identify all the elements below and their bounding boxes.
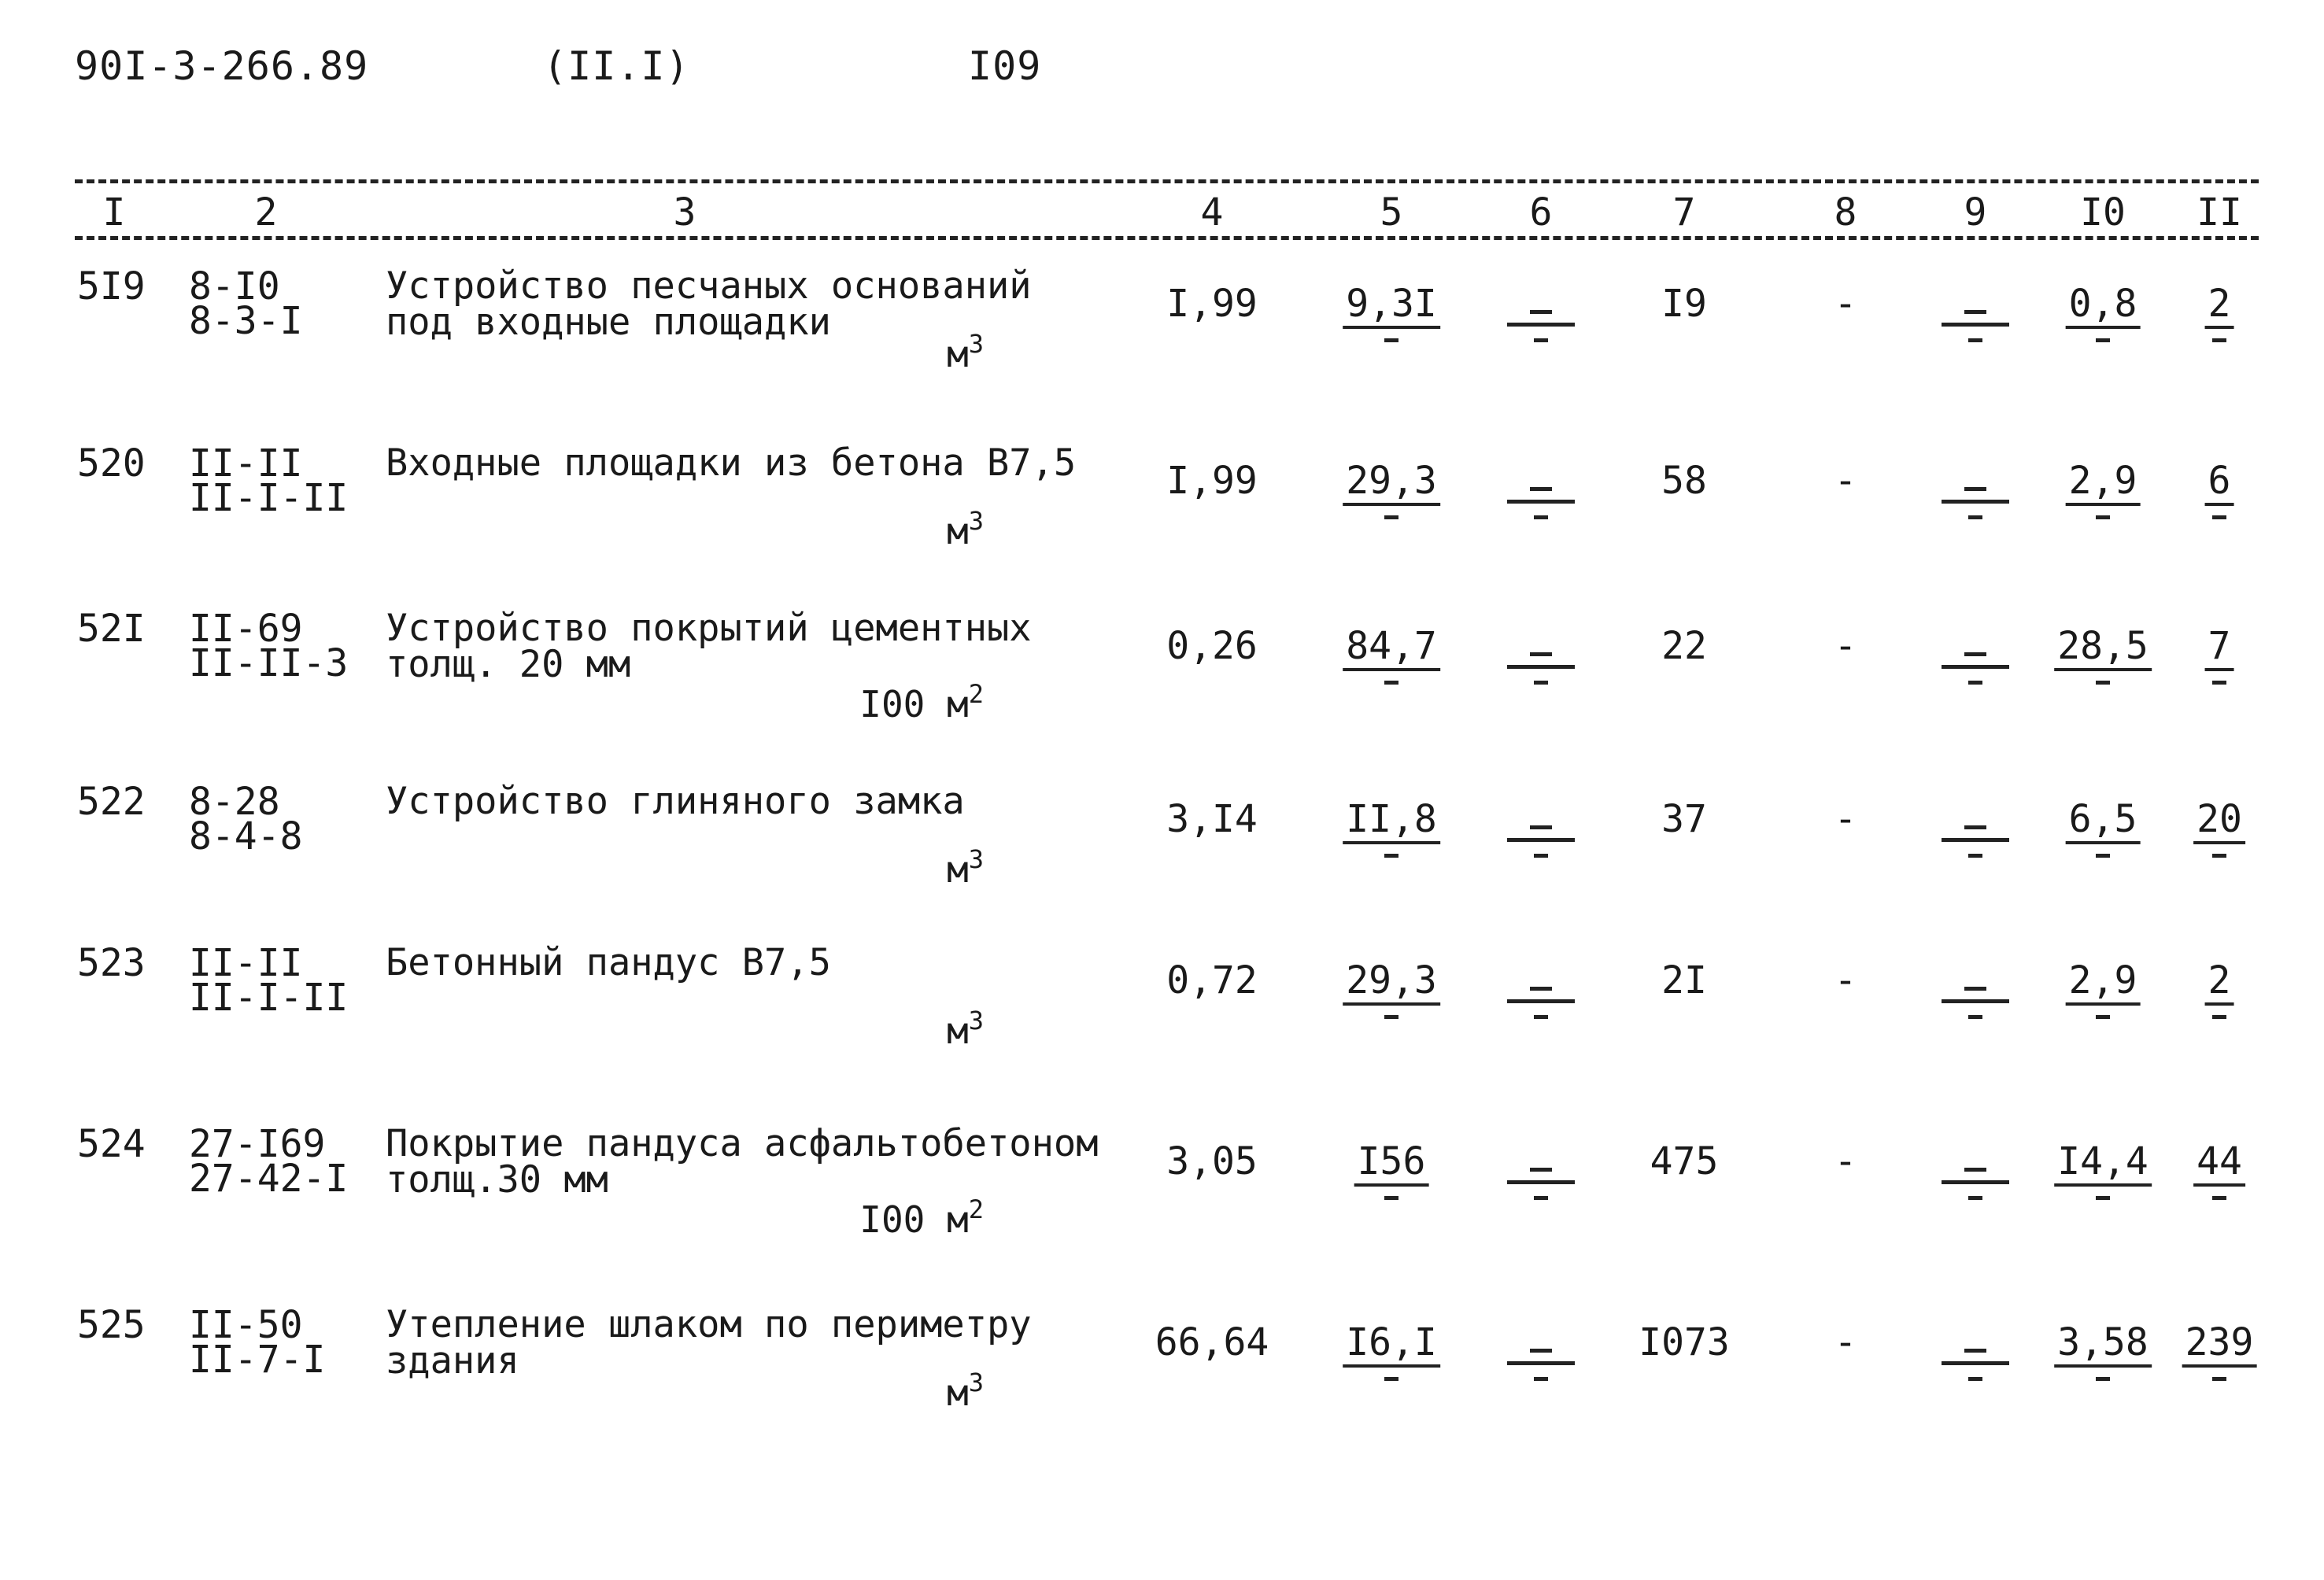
labor-total-value: 2 xyxy=(2205,285,2234,329)
col9-fraction-bar xyxy=(1942,500,2009,504)
col6-top-dash xyxy=(1530,1168,1552,1172)
col6-bottom-dash xyxy=(1534,854,1548,858)
unit-exponent: 3 xyxy=(968,844,984,874)
col6-top-dash xyxy=(1530,1349,1552,1353)
col8-value: - xyxy=(1834,958,1857,1002)
quantity-value: 0,26 xyxy=(1166,624,1258,668)
work-description-line-1: Устройство покрытий цементных xyxy=(386,607,1032,650)
unit-of-measure xyxy=(947,329,984,375)
quantity-value: I,99 xyxy=(1166,282,1258,326)
col9-fraction-bar xyxy=(1942,838,2009,842)
column-number-10: I0 xyxy=(2080,190,2126,234)
header-top-rule xyxy=(75,179,2259,183)
col8-value: - xyxy=(1834,797,1857,841)
norm-code-secondary: 8-4-8 xyxy=(189,814,303,858)
work-description-line-1: Бетонный пандус В7,5 xyxy=(386,941,831,984)
unit-cost-sub-dash xyxy=(1384,1015,1398,1019)
unit-cost-value: I6,I xyxy=(1343,1323,1440,1368)
section-number: (II.I) xyxy=(543,43,690,89)
norm-code-secondary: 27-42-I xyxy=(189,1157,349,1201)
labor-total-sub-dash xyxy=(2212,515,2226,519)
col6-bottom-dash xyxy=(1534,338,1548,342)
unit-cost-value: 9,3I xyxy=(1343,285,1440,329)
unit-cost-value: 29,3 xyxy=(1343,962,1440,1006)
col9-bottom-dash xyxy=(1968,854,1982,858)
column-number-6: 6 xyxy=(1529,190,1553,234)
labor-total-value: 2 xyxy=(2205,962,2234,1006)
unit-exponent: 2 xyxy=(968,1194,984,1224)
norm-code-secondary: II-I-II xyxy=(189,476,349,520)
row-number: 522 xyxy=(77,780,146,824)
labor-per-unit-value: 3,58 xyxy=(2054,1323,2152,1368)
col6-bottom-dash xyxy=(1534,1377,1548,1381)
norm-code-primary: II-50 xyxy=(189,1303,303,1347)
unit-of-measure xyxy=(947,1006,984,1052)
col9-fraction-bar xyxy=(1942,1180,2009,1184)
total-cost-value: I9 xyxy=(1661,282,1707,326)
labor-total-value: 6 xyxy=(2205,462,2234,506)
page-number: I09 xyxy=(968,43,1042,89)
labor-per-unit-sub-dash xyxy=(2096,515,2110,519)
col6-bottom-dash xyxy=(1534,681,1548,685)
col9-top-dash xyxy=(1964,487,1986,491)
work-description-line-1: Утепление шлаком по периметру xyxy=(386,1303,1032,1346)
unit-of-measure xyxy=(859,679,984,725)
work-description-line-2: под входные площадки xyxy=(386,301,831,344)
unit-cost-value: 84,7 xyxy=(1343,627,1440,671)
work-description-line-2: толщ.30 мм xyxy=(386,1158,608,1202)
col9-bottom-dash xyxy=(1968,1377,1982,1381)
total-cost-value: 58 xyxy=(1661,459,1707,503)
col9-top-dash xyxy=(1964,1168,1986,1172)
unit-symbol: м xyxy=(947,1198,969,1241)
unit-exponent: 2 xyxy=(968,679,984,709)
norm-code-secondary: II-7-I xyxy=(189,1338,326,1382)
col6-fraction-bar xyxy=(1507,500,1575,504)
work-description-line-2: здания xyxy=(386,1339,519,1382)
labor-per-unit-sub-dash xyxy=(2096,681,2110,685)
col9-bottom-dash xyxy=(1968,681,1982,685)
row-number: 524 xyxy=(77,1122,146,1166)
col9-top-dash xyxy=(1964,652,1986,656)
norm-code-primary: II-69 xyxy=(189,607,303,651)
column-number-7: 7 xyxy=(1672,190,1696,234)
col9-top-dash xyxy=(1964,310,1986,314)
quantity-value: 3,05 xyxy=(1166,1139,1258,1183)
total-cost-value: 2I xyxy=(1661,958,1707,1002)
labor-per-unit-value: 6,5 xyxy=(2066,800,2141,844)
labor-total-sub-dash xyxy=(2212,1377,2226,1381)
norm-code-secondary: II-I-II xyxy=(189,976,349,1020)
unit-of-measure xyxy=(859,1194,984,1241)
col6-bottom-dash xyxy=(1534,515,1548,519)
labor-total-sub-dash xyxy=(2212,854,2226,858)
unit-cost-sub-dash xyxy=(1384,854,1398,858)
unit-symbol: м xyxy=(947,1371,969,1414)
work-description-line-1: Устройство песчаных оснований xyxy=(386,264,1032,308)
column-number-9: 9 xyxy=(1964,190,1987,234)
labor-per-unit-sub-dash xyxy=(2096,338,2110,342)
unit-cost-sub-dash xyxy=(1384,338,1398,342)
column-number-4: 4 xyxy=(1200,190,1224,234)
unit-cost-sub-dash xyxy=(1384,515,1398,519)
column-number-11: II xyxy=(2197,190,2242,234)
col8-value: - xyxy=(1834,1320,1857,1364)
norm-code-primary: 8-28 xyxy=(189,780,280,824)
unit-symbol: м xyxy=(947,1010,969,1052)
col6-top-dash xyxy=(1530,310,1552,314)
col6-fraction-bar xyxy=(1507,1361,1575,1365)
col9-top-dash xyxy=(1964,1349,1986,1353)
labor-total-value: 7 xyxy=(2205,627,2234,671)
labor-per-unit-value: 28,5 xyxy=(2054,627,2152,671)
norm-code-secondary: II-II-3 xyxy=(189,641,349,685)
labor-per-unit-value: 0,8 xyxy=(2066,285,2141,329)
unit-symbol: м xyxy=(947,683,969,725)
col9-fraction-bar xyxy=(1942,999,2009,1003)
unit-prefix: I00 xyxy=(859,1198,948,1241)
labor-per-unit-sub-dash xyxy=(2096,854,2110,858)
unit-symbol: м xyxy=(947,333,969,375)
col6-top-dash xyxy=(1530,652,1552,656)
quantity-value: 3,I4 xyxy=(1166,797,1258,841)
col6-bottom-dash xyxy=(1534,1196,1548,1200)
col9-fraction-bar xyxy=(1942,1361,2009,1365)
work-description-line-1: Устройство глиняного замка xyxy=(386,780,965,823)
norm-code-primary: 27-I69 xyxy=(189,1122,326,1166)
column-number-1: I xyxy=(102,190,126,234)
norm-code-primary: II-II xyxy=(189,441,303,485)
column-number-8: 8 xyxy=(1834,190,1857,234)
labor-total-value: 44 xyxy=(2193,1143,2245,1187)
labor-total-sub-dash xyxy=(2212,681,2226,685)
total-cost-value: 22 xyxy=(1661,624,1707,668)
col6-fraction-bar xyxy=(1507,838,1575,842)
work-description-line-2: толщ. 20 мм xyxy=(386,643,631,686)
unit-of-measure xyxy=(947,506,984,552)
norm-code-primary: 8-I0 xyxy=(189,264,280,308)
unit-cost-value: II,8 xyxy=(1343,800,1440,844)
row-number: 523 xyxy=(77,941,146,985)
total-cost-value: 475 xyxy=(1650,1139,1719,1183)
col8-value: - xyxy=(1834,282,1857,326)
labor-per-unit-sub-dash xyxy=(2096,1015,2110,1019)
labor-per-unit-sub-dash xyxy=(2096,1196,2110,1200)
labor-total-sub-dash xyxy=(2212,1196,2226,1200)
column-number-2: 2 xyxy=(254,190,278,234)
header-bottom-rule xyxy=(75,236,2259,240)
work-description-line-1: Входные площадки из бетона В7,5 xyxy=(386,441,1077,485)
col9-bottom-dash xyxy=(1968,1015,1982,1019)
col6-fraction-bar xyxy=(1507,665,1575,669)
col9-fraction-bar xyxy=(1942,665,2009,669)
unit-cost-value: 29,3 xyxy=(1343,462,1440,506)
labor-per-unit-value: 2,9 xyxy=(2066,962,2141,1006)
row-number: 525 xyxy=(77,1303,146,1347)
column-number-5: 5 xyxy=(1380,190,1403,234)
col6-top-dash xyxy=(1530,487,1552,491)
col6-fraction-bar xyxy=(1507,1180,1575,1184)
labor-total-sub-dash xyxy=(2212,338,2226,342)
labor-total-value: 239 xyxy=(2182,1323,2257,1368)
labor-per-unit-value: 2,9 xyxy=(2066,462,2141,506)
norm-code-secondary: 8-3-I xyxy=(189,299,303,343)
unit-cost-value: I56 xyxy=(1354,1143,1429,1187)
col6-top-dash xyxy=(1530,825,1552,829)
quantity-value: 66,64 xyxy=(1155,1320,1269,1364)
col9-bottom-dash xyxy=(1968,338,1982,342)
col9-bottom-dash xyxy=(1968,1196,1982,1200)
work-description-line-1: Покрытие пандуса асфальтобетоном xyxy=(386,1122,1099,1165)
col6-bottom-dash xyxy=(1534,1015,1548,1019)
unit-exponent: 3 xyxy=(968,1368,984,1397)
unit-exponent: 3 xyxy=(968,1006,984,1035)
quantity-value: 0,72 xyxy=(1166,958,1258,1002)
document-number: 90I-3-266.89 xyxy=(75,43,369,89)
col6-fraction-bar xyxy=(1507,999,1575,1003)
unit-of-measure xyxy=(947,1368,984,1414)
labor-total-sub-dash xyxy=(2212,1015,2226,1019)
row-number: 52I xyxy=(77,607,146,651)
col6-fraction-bar xyxy=(1507,323,1575,327)
unit-exponent: 3 xyxy=(968,329,984,359)
column-number-3: 3 xyxy=(673,190,696,234)
unit-cost-sub-dash xyxy=(1384,1377,1398,1381)
unit-symbol: м xyxy=(947,510,969,552)
col6-top-dash xyxy=(1530,987,1552,991)
labor-total-value: 20 xyxy=(2193,800,2245,844)
col8-value: - xyxy=(1834,1139,1857,1183)
row-number: 520 xyxy=(77,441,146,485)
col9-bottom-dash xyxy=(1968,515,1982,519)
unit-prefix: I00 xyxy=(859,683,948,725)
total-cost-value: I073 xyxy=(1639,1320,1730,1364)
unit-of-measure xyxy=(947,844,984,891)
labor-per-unit-value: I4,4 xyxy=(2054,1143,2152,1187)
col8-value: - xyxy=(1834,624,1857,668)
unit-cost-sub-dash xyxy=(1384,1196,1398,1200)
row-number: 5I9 xyxy=(77,264,146,308)
col9-top-dash xyxy=(1964,825,1986,829)
unit-cost-sub-dash xyxy=(1384,681,1398,685)
total-cost-value: 37 xyxy=(1661,797,1707,841)
labor-per-unit-sub-dash xyxy=(2096,1377,2110,1381)
norm-code-primary: II-II xyxy=(189,941,303,985)
unit-exponent: 3 xyxy=(968,506,984,536)
quantity-value: I,99 xyxy=(1166,459,1258,503)
col9-top-dash xyxy=(1964,987,1986,991)
col9-fraction-bar xyxy=(1942,323,2009,327)
unit-symbol: м xyxy=(947,848,969,891)
col8-value: - xyxy=(1834,459,1857,503)
